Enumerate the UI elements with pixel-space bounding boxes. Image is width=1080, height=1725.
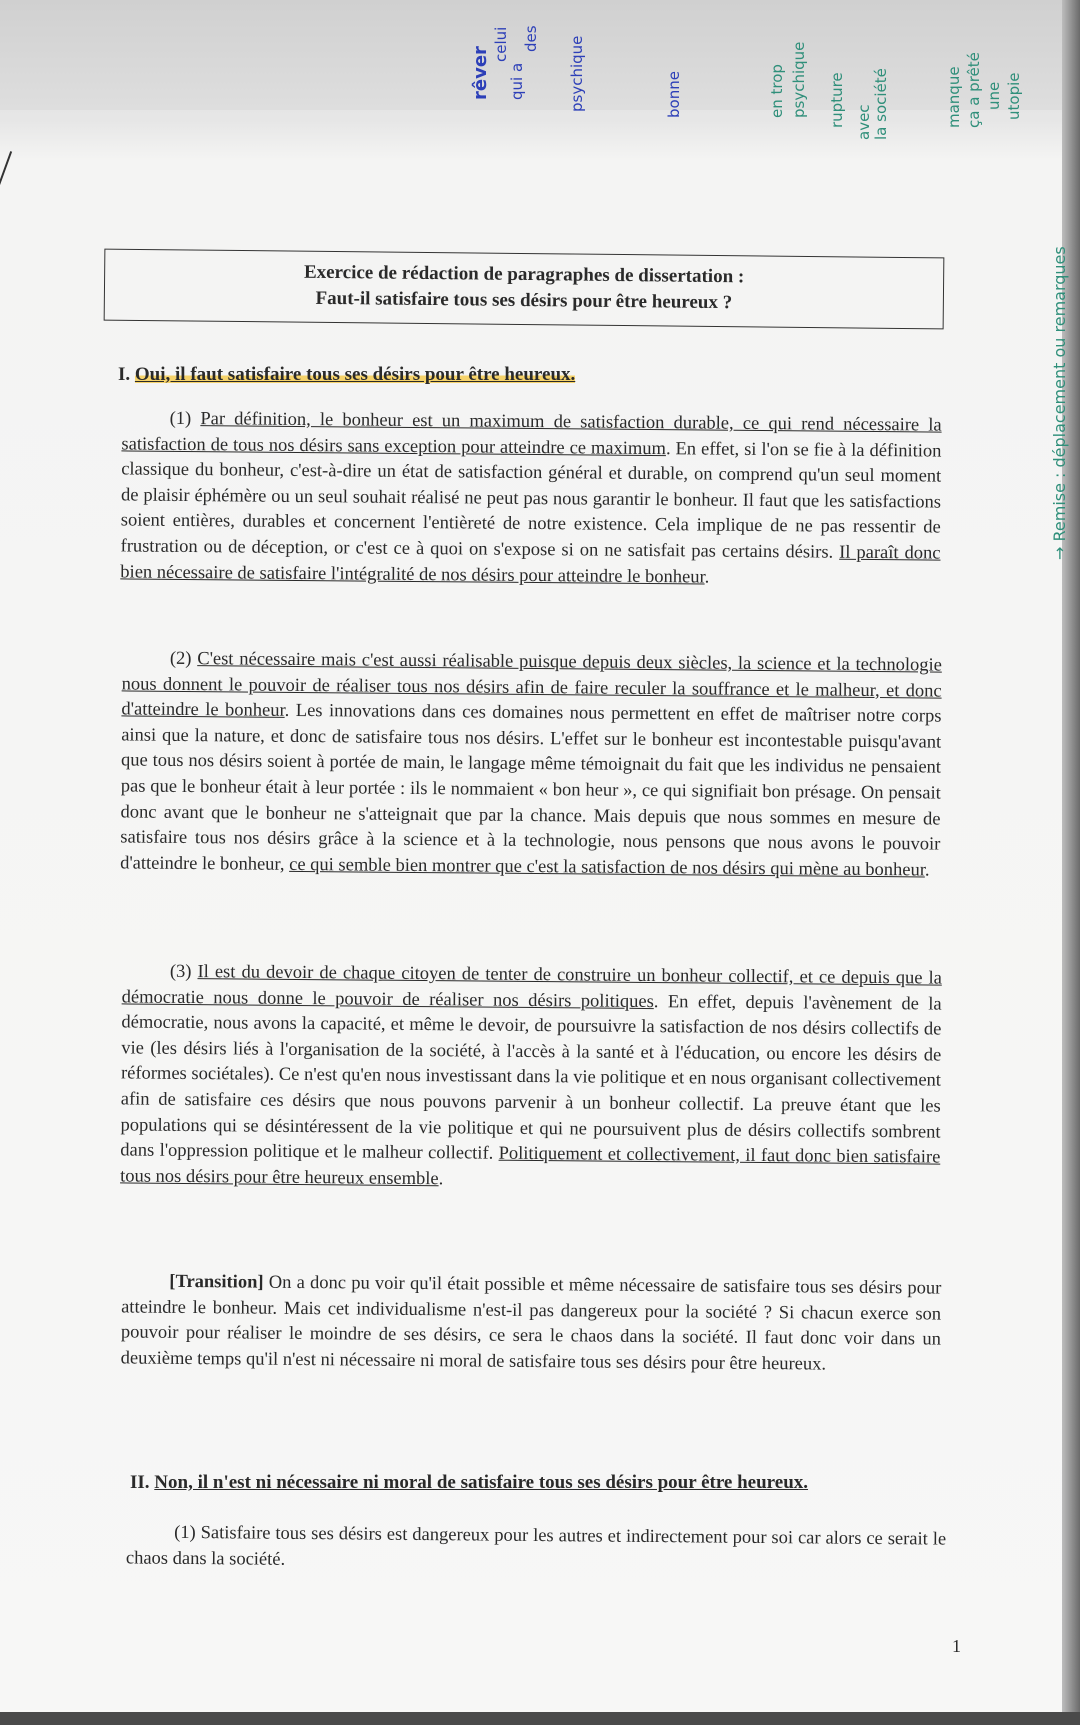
- underlined-sentence: Par définition, le bonheur est un maximum de satisfaction durable, ce qui rend nécessaire la satisfaction de tous nos désirs sans exception pour atteindre ce maximum: [121, 409, 942, 459]
- part1-heading-text: Oui, il faut satisfaire tous ses désirs pour être heureux.: [134, 364, 576, 385]
- handwritten-note: des: [522, 25, 540, 52]
- underlined-sentence: ce qui semble bien montrer que c'est la satisfaction de nos désirs qui mène au bonheur: [289, 854, 925, 881]
- handwritten-note: rupture: [828, 72, 846, 128]
- transition-label: [Transition]: [169, 1271, 264, 1293]
- part2-paragraph-1-text: (1) Satisfaire tous ses désirs est dangereux pour les autres et indirectement pour soi car alors ce serait le chaos dans la société.: [125, 1522, 947, 1570]
- transition-paragraph: [121, 1269, 942, 1379]
- paragraph-text: . En effet, depuis l'avènement de la démocratie, nous avons la capacité, et même le devoir, de poursuivre la satisfaction de nos désirs collectifs de vie (les désirs liés à l'organisation de la société, à l'accès à la santé et à l'éducation, ou encore les désirs de réformes sociétales). Ce n'est qu'en nous investissant dans la vie politique et en nous organisant collectivement afin de satisfaire ces désirs que nous pouvons parvenir à un bonheur collectif. La preuve étant que les populations qui se désintéressent de la vie politique et qui ne poursuivent plus de désirs collectifs sombrent dans l'oppression politique et le malheur collectif.: [120, 991, 942, 1164]
- handwritten-note: en trop: [768, 64, 786, 118]
- handwritten-note: psychique: [790, 41, 808, 118]
- handwritten-note: celui: [492, 26, 510, 62]
- paragraph-text: (1): [169, 408, 201, 430]
- part2-paragraph-1: [126, 1520, 946, 1578]
- part2-number: II.: [130, 1472, 150, 1493]
- handwritten-note: utopie: [1005, 72, 1023, 120]
- page-number: 1: [952, 1636, 961, 1656]
- title-line-1: Exercice de rédaction de paragraphes de dissertation :: [303, 261, 745, 288]
- paragraph-text: . Les innovations dans ces domaines nous permettent en effet de maîtriser notre corps ainsi que la nature, et donc de satisfaire tous nos désirs. L'effet sur le bonheur est incontestable puisqu'avant que tous nos désirs soient à portée de main, le langage même témoignait du fait que les individus ne pensaient pas que le bonheur était à leur portée : ils le nommaient « bon heur », ce qui signifiait bon présage. On pensait donc avant que le bonheur ne s'atteignait que par la chance. Mais depuis que nous sommes en mesure de satisfaire tous nos désirs grâce à la science et à la technologie, nous pensons que nous avons le pouvoir d'atteindre le bonheur,: [120, 701, 942, 875]
- underlined-sentence: Il paraît donc bien nécessaire de satisfaire l'intégralité de nos désirs pour atteindre le bonheur: [120, 542, 941, 588]
- paragraph-text: . En effet, si l'on se fie à la définition classique du bonheur, c'est-à-dire un état de satisfaction général et durable, on comprend qu'un seul moment de plaisir éphémère ou un seul souhait réalisé ne peut pas nous garantir le bonheur. Il faut que les satisfactions soient entières, durables et concernent l'entièreté de notre existence. Cela implique de ne pas ressentir de frustration ou de déception, or c'est ce à quoi on s'expose si on ne satisfait pas certains désirs.: [120, 438, 942, 563]
- handwritten-note: qui a: [508, 62, 526, 100]
- bottom-shadow: [0, 1712, 1080, 1725]
- handwritten-note: ça a prêté: [965, 52, 983, 128]
- underlined-sentence: Politiquement et collectivement, il faut donc bien satisfaire tous nos désirs pour être heureux ensemble: [120, 1143, 941, 1189]
- paragraph-text: .: [704, 567, 710, 588]
- paragraph-text: (2): [169, 648, 198, 670]
- folded-top-edge: [0, 0, 1080, 110]
- part1-number: I.: [118, 364, 131, 385]
- title-line-2: Faut-il satisfaire tous ses désirs pour être heureux ?: [315, 287, 733, 314]
- handwritten-note: psychique: [568, 35, 586, 112]
- handwritten-note: la société: [872, 68, 890, 140]
- paragraph-text: (3): [169, 961, 198, 983]
- underlined-sentence: Il est du devoir de chaque citoyen de tenter de construire un bonheur collectif, et ce depuis que la démocratie nous donne le pouvoir de réaliser nos désirs politiques: [121, 962, 942, 1012]
- handwritten-note: manque: [945, 66, 963, 128]
- part2-heading-text: Non, il n'est ni nécessaire ni moral de satisfaire tous ses désirs pour être heureux.: [154, 1472, 809, 1493]
- part1-paragraph-1: [120, 406, 942, 592]
- part1-heading: [118, 364, 575, 386]
- transition-text: On a donc pu voir qu'il était possible et même nécessaire de satisfaire tous ses désirs pour atteindre le bonheur. Mais cet individualisme n'est-il pas dangereux pour la société ? Si chacun exerce son pouvoir pour réaliser le moindre de ses désirs, ce sera le chaos dans la société. Il faut donc voir dans un deuxième temps qu'il n'est ni nécessaire ni moral de satisfaire tous ses désirs pour être heureux.: [120, 1272, 942, 1375]
- paragraph-text: .: [438, 1168, 444, 1189]
- handwritten-note: avec: [855, 104, 873, 140]
- part1-paragraph-2: [120, 646, 942, 883]
- part2-heading: [130, 1472, 808, 1494]
- part1-paragraph-3: [120, 959, 942, 1196]
- underlined-sentence: C'est nécessaire mais c'est aussi réalisable puisque depuis deux siècles, la science et la technologie nous donnent le pouvoir de réaliser tous nos désirs afin de faire reculer la souffrance et le malheur, et donc d'atteindre le bonheur: [121, 649, 942, 722]
- paragraph-text: .: [924, 860, 930, 881]
- handwritten-margin-note: → Remise : déplacement ou remarques: [1050, 246, 1069, 560]
- title-box: [104, 249, 945, 330]
- handwritten-note: bonne: [665, 71, 683, 118]
- handwritten-note: une: [985, 81, 1003, 110]
- handwritten-note: rêver: [470, 46, 491, 100]
